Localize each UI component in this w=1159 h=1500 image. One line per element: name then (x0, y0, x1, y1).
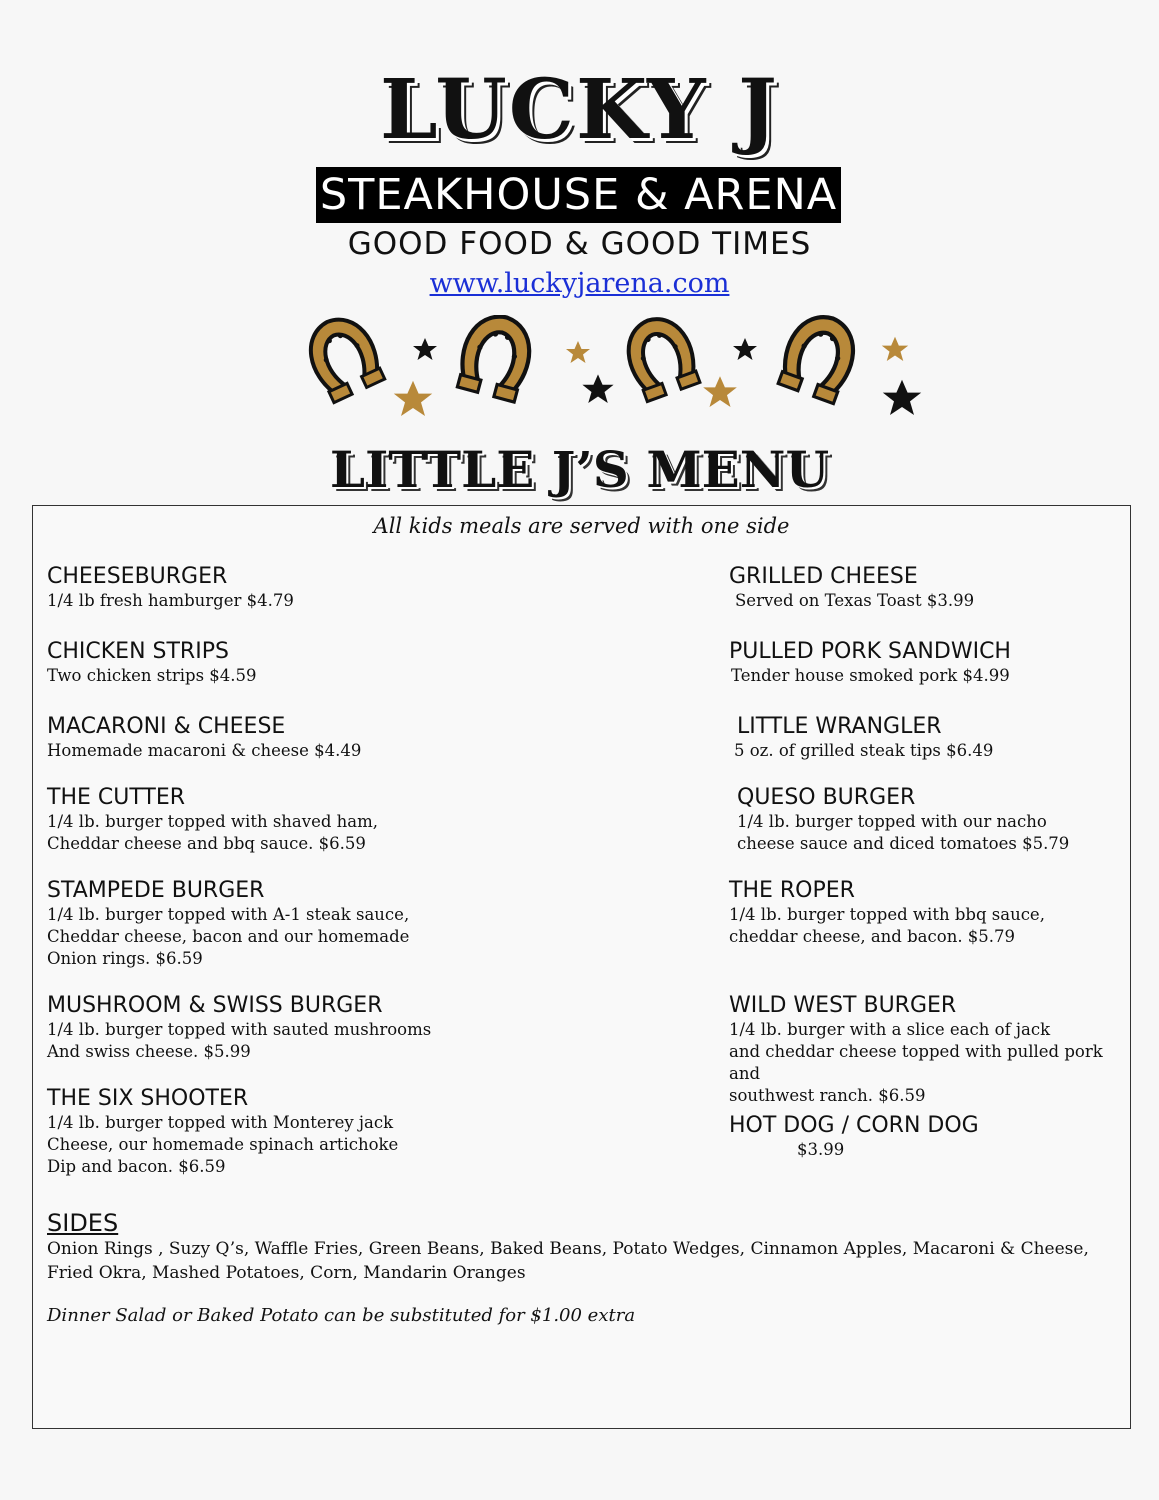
menu-item (47, 878, 409, 970)
horseshoe-icon (299, 315, 387, 404)
item-desc: $3.99 (797, 1140, 845, 1159)
star-icon (413, 338, 437, 360)
horseshoe-icon (619, 315, 703, 403)
item-desc: Homemade macaroni & cheese $4.49 (47, 741, 362, 760)
menu-item (729, 1113, 979, 1161)
menu-item (47, 639, 257, 687)
meal-note: All kids meals are served with one side (373, 514, 790, 538)
horseshoe-icon (775, 315, 863, 405)
sides-list: Onion Rings , Suzy Q’s, Waffle Fries, Green Beans, Baked Beans, Potato Wedges, Cinnamon Apples, Macaroni & Cheese, Fried Okra, Mashed Potatoes, Corn, Mandarin Oranges (47, 1239, 1089, 1283)
menu-item (47, 714, 361, 762)
item-name: MUSHROOM & SWISS BURGER (47, 993, 383, 1018)
item-name: QUESO BURGER (737, 785, 916, 810)
menu-item (729, 878, 1045, 948)
item-name: CHEESEBURGER (47, 564, 228, 589)
horseshoe-decoration (290, 315, 930, 425)
item-desc: 1/4 lb. burger topped with Monterey jack Cheese, our homemade spinach artichoke Dip and bacon. $6.59 (47, 1113, 399, 1176)
item-desc: Tender house smoked pork $4.99 (731, 666, 1010, 685)
menu-title: LITTLE J’S MENU (329, 440, 830, 499)
star-icon (582, 374, 613, 403)
website-link[interactable]: www.luckyjarena.com (429, 268, 730, 299)
item-name: MACARONI & CHEESE (47, 714, 286, 739)
item-desc: 1/4 lb fresh hamburger $4.79 (47, 591, 294, 610)
item-desc: 1/4 lb. burger topped with bbq sauce, cheddar cheese, and bacon. $5.79 (729, 905, 1045, 946)
menu-item (47, 564, 294, 612)
item-desc: Served on Texas Toast $3.99 (735, 591, 975, 610)
menu-item (729, 639, 1011, 687)
menu-item (47, 993, 431, 1063)
item-name: PULLED PORK SANDWICH (729, 639, 1011, 664)
star-icon (566, 341, 590, 363)
item-name: THE SIX SHOOTER (47, 1086, 249, 1111)
menu-item (729, 564, 974, 612)
star-icon (883, 380, 921, 415)
item-desc: 1/4 lb. burger topped with sauted mushrooms And swiss cheese. $5.99 (47, 1020, 432, 1061)
item-name: THE CUTTER (47, 785, 186, 810)
item-name: LITTLE WRANGLER (737, 714, 942, 739)
item-desc: 1/4 lb. burger with a slice each of jack and cheddar cheese topped with pulled pork and southwest ranch. $6.59 (729, 1020, 1103, 1105)
star-icon (703, 376, 737, 407)
item-name: CHICKEN STRIPS (47, 639, 229, 664)
menu-box (32, 505, 1131, 1429)
item-desc: Two chicken strips $4.59 (47, 666, 257, 685)
subtitle-banner: STEAKHOUSE & ARENA (316, 167, 841, 223)
item-name: GRILLED CHEESE (729, 564, 918, 589)
horseshoe-icon (454, 315, 537, 403)
sides-heading: SIDES (47, 1209, 119, 1237)
star-icon (733, 338, 757, 360)
menu-item (47, 785, 378, 855)
item-desc: 1/4 lb. burger topped with shaved ham, Cheddar cheese and bbq sauce. $6.59 (47, 812, 379, 853)
item-name: STAMPEDE BURGER (47, 878, 265, 903)
item-desc: 5 oz. of grilled steak tips $6.49 (734, 741, 994, 760)
item-desc: 1/4 lb. burger topped with A-1 steak sauce, Cheddar cheese, bacon and our homemade Onion rings. $6.59 (47, 905, 410, 968)
menu-item (729, 993, 1130, 1107)
brand-title: LUCKY J (380, 62, 779, 158)
item-name: HOT DOG / CORN DOG (729, 1113, 979, 1138)
menu-item (47, 1086, 398, 1178)
menu-item (734, 714, 994, 762)
star-icon (882, 337, 908, 361)
item-desc: 1/4 lb. burger topped with our nacho cheese sauce and diced tomatoes $5.79 (737, 812, 1070, 853)
menu-item (737, 785, 1069, 855)
tagline: GOOD FOOD & GOOD TIMES (347, 226, 812, 262)
star-icon (394, 381, 432, 416)
substitution-note: Dinner Salad or Baked Potato can be substituted for $1.00 extra (47, 1305, 636, 1326)
item-name: WILD WEST BURGER (729, 993, 957, 1018)
item-name: THE ROPER (729, 878, 855, 903)
